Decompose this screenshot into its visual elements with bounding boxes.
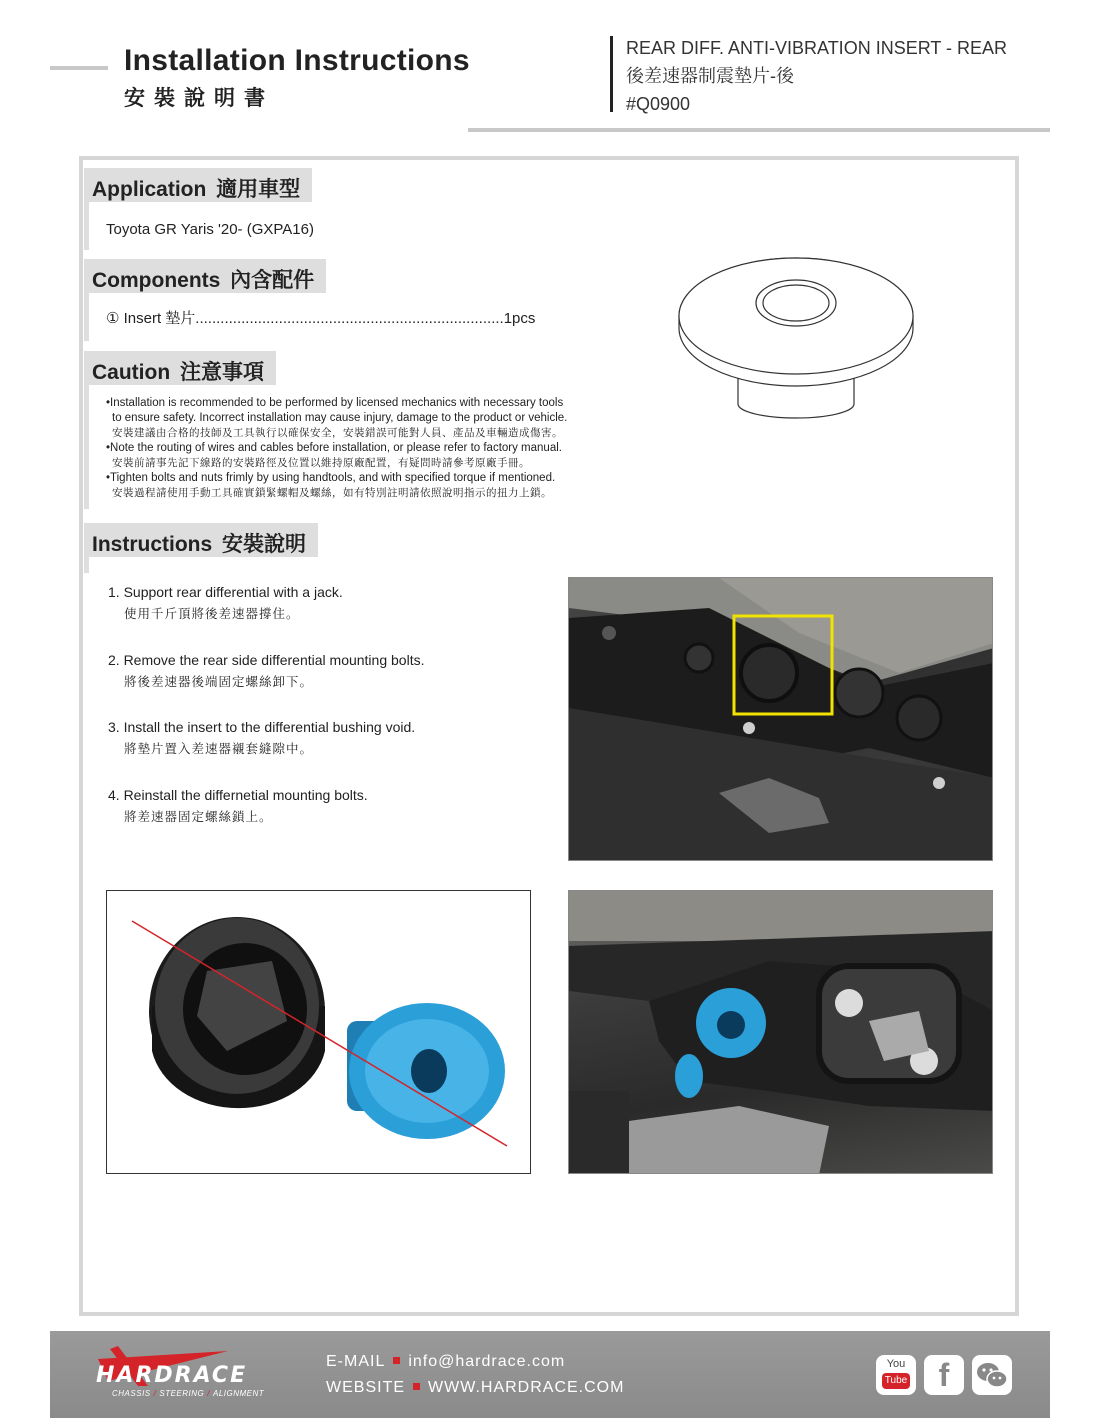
website-link[interactable]: WWW.HARDRACE.COM [428, 1379, 625, 1396]
footer [50, 1331, 1050, 1418]
product-name: REAR DIFF. ANTI-VIBRATION INSERT - REAR [626, 38, 1008, 58]
step-4: 4. Reinstall the differnetial mounting bolts. 將差速器固定螺絲鎖上。 [108, 787, 368, 824]
insert-drawing [676, 240, 918, 430]
instructions-heading [84, 523, 318, 557]
header-divider [610, 36, 613, 112]
caution-heading [84, 351, 276, 385]
step-2: 2. Remove the rear side differential mounting bolts. 將後差速器後端固定螺絲卸下。 [108, 652, 425, 689]
wechat-icon[interactable] [972, 1355, 1012, 1395]
caution-heading-en: Caution [92, 361, 171, 384]
step-1: 1. Support rear differential with a jack. 使用千斤頂將後差速器撐住。 [108, 584, 343, 621]
caution-heading-cn: 注意事項 [180, 359, 264, 384]
wechat-bubbles-icon [972, 1355, 1012, 1395]
photo-removal-location [568, 577, 993, 861]
part-number: #Q0900 [626, 94, 691, 114]
product-name-cn: 後差速器制震墊片-後 [626, 66, 794, 86]
email-line: E-MAIL info@hardrace.com [326, 1353, 566, 1370]
instructions-sidebar [84, 557, 89, 573]
bullet-icon [393, 1357, 400, 1364]
product-info [626, 34, 1007, 118]
facebook-icon[interactable]: f [924, 1355, 964, 1395]
components-heading-en: Components [92, 269, 221, 292]
instructions-heading-cn: 安裝說明 [222, 531, 307, 556]
step-3: 3. Install the insert to the differential bushing void. 將墊片置入差速器襯套縫隙中。 [108, 719, 416, 756]
caution-item: •Installation is recommended to be performed by licensed mechanics with necessary tools to ensure safety. Incorrect installation may cause injury, damage to the product or vehicle. 安裝建議由合格的技師及工具執行以確保安全，安裝錯誤可能對人員、產品及車輛造成傷害。 [106, 397, 568, 439]
bullet-icon [413, 1383, 420, 1390]
components-sidebar [84, 293, 89, 341]
caution-list [106, 396, 626, 501]
brand-logo: HARDRACE [96, 1363, 248, 1388]
application-sidebar [84, 202, 89, 250]
component-item: ① Insert 墊片..........................................................................1pcs [106, 310, 536, 327]
photo-insert-alignment [106, 890, 531, 1174]
page-title-cn: 安裝說明書 [124, 85, 274, 110]
header-rule-left [50, 66, 108, 70]
application-heading-cn: 適用車型 [216, 176, 301, 201]
caution-sidebar [84, 385, 89, 509]
components-heading-cn: 內含配件 [230, 267, 315, 292]
youtube-icon[interactable]: You Tube [876, 1355, 916, 1395]
page-title: Installation Instructions [124, 44, 470, 77]
website-line: WEBSITE WWW.HARDRACE.COM [326, 1379, 625, 1396]
application-heading-en: Application [92, 178, 207, 201]
header-rule-right [468, 128, 1050, 132]
brand-tagline: CHASSIS / STEERING / ALIGNMENT [112, 1389, 265, 1398]
vehicle-application: Toyota GR Yaris '20- (GXPA16) [106, 221, 314, 238]
caution-item: •Tighten bolts and nuts frimly by using handtools, and with specified torque if mentioned. 安裝過程請使用手動工具確實鎖緊螺帽及螺絲，如有特別註明請依照說明指示的扭力上鎖。 [106, 472, 556, 499]
components-heading [84, 259, 326, 293]
photo-installed-insert [568, 890, 993, 1174]
email-link[interactable]: info@hardrace.com [408, 1353, 566, 1370]
caution-item: •Note the routing of wires and cables before installation, or please refer to factory manual. 安裝前請事先記下線路的安裝路徑及位置以維持原廠配置，有疑問時請參考原廠手冊。 [106, 442, 562, 469]
application-heading [84, 168, 312, 202]
instructions-heading-en: Instructions [92, 533, 213, 556]
